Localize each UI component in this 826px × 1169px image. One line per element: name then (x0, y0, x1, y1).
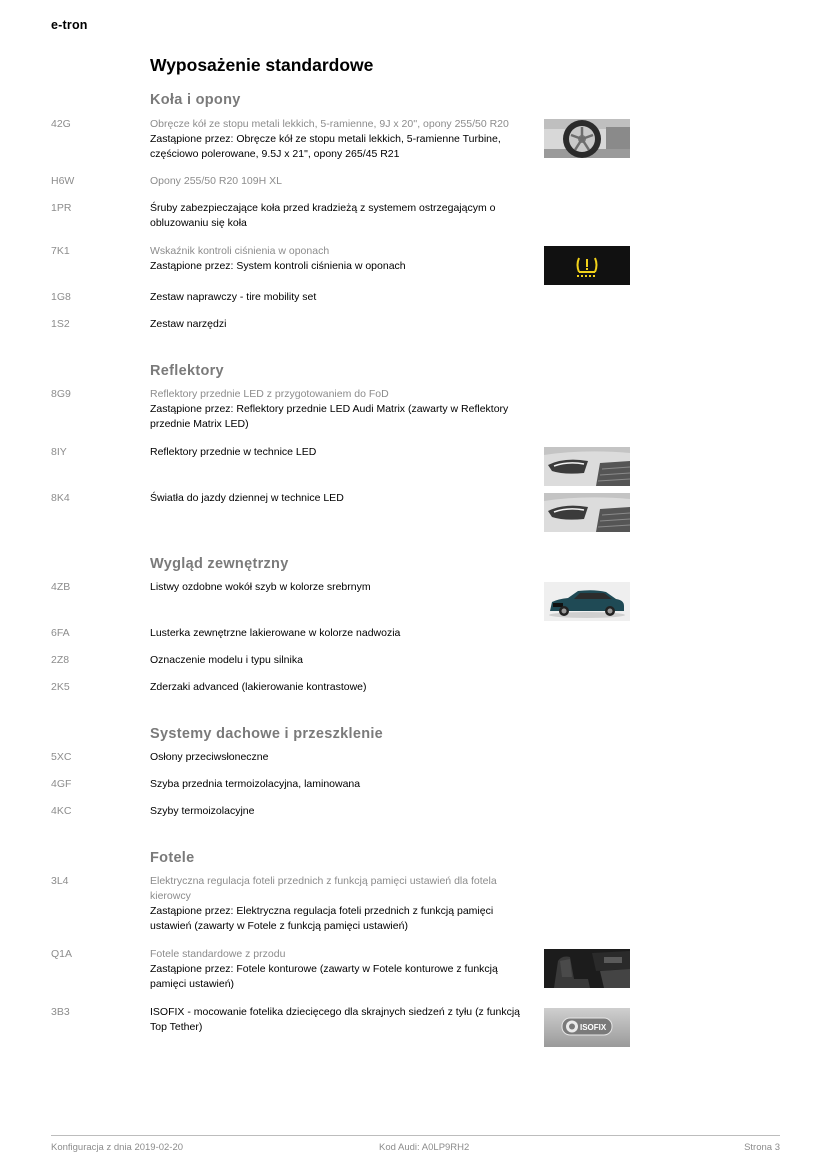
equipment-description (150, 317, 535, 332)
equipment-code: 4KC (51, 805, 72, 817)
equipment-description (150, 777, 535, 792)
equipment-code: 4ZB (51, 581, 71, 593)
isofix-image (544, 1008, 630, 1047)
equipment-code: 3L4 (51, 875, 69, 887)
equipment-description (150, 1005, 535, 1035)
equipment-description (150, 750, 535, 765)
equipment-name: Listwy ozdobne wokół szyb w kolorze srebrnym (150, 581, 371, 593)
equipment-description (150, 947, 535, 992)
footer-config-date: Konfiguracja z dnia 2019-02-20 (51, 1142, 184, 1153)
equipment-name: Zestaw narzędzi (150, 318, 227, 330)
equipment-name: Szyba przednia termoizolacyjna, laminowana (150, 778, 361, 790)
page-title: Wyposażenie standardowe (150, 55, 374, 75)
equipment-description (150, 174, 535, 189)
equipment-code: 5XC (51, 751, 72, 763)
equipment-name: Zestaw naprawczy - tire mobility set (150, 291, 317, 303)
original-option: Elektryczna regulacja foteli przednich z funkcją pamięci ustawień dla fotela kierowcy (150, 875, 497, 902)
equipment-description (150, 680, 535, 695)
section-title-wheels: Koła i opony (150, 92, 241, 108)
equipment-name: Reflektory przednie w technice LED (150, 446, 317, 458)
equipment-description (150, 290, 535, 305)
equipment-name: Światła do jazdy dziennej w technice LED (150, 492, 344, 504)
original-option: Wskaźnik kontroli ciśnienia w oponach (150, 245, 330, 257)
replacement-option: Zastąpione przez: Reflektory przednie LED Audi Matrix (zawarty w Reflektory przednie Matrix LED) (150, 403, 509, 430)
equipment-description (150, 387, 535, 432)
replacement-option: Zastąpione przez: Obręcze kół ze stopu metali lekkich, 5-ramienne Turbine, częściowo polerowane, 9.5J x 21", opony 265/45 R21 (150, 133, 501, 160)
wheel-image (544, 119, 630, 158)
headlight-image (544, 447, 630, 486)
equipment-code: 2Z8 (51, 654, 70, 666)
equipment-name: Śruby zabezpieczające koła przed kradzieżą z systemem ostrzegającym o obluzowaniu się koła (150, 202, 496, 229)
equipment-description (150, 445, 535, 460)
equipment-code: 8K4 (51, 492, 70, 504)
section-title-exterior: Wygląd zewnętrzny (150, 556, 289, 572)
equipment-description (150, 244, 535, 274)
equipment-code: 42G (51, 118, 71, 130)
equipment-description (150, 653, 535, 668)
equipment-code: 4GF (51, 778, 72, 790)
section-title-seats: Fotele (150, 850, 195, 866)
equipment-description (150, 117, 535, 162)
original-option: Reflektory przednie LED z przygotowaniem do FoD (150, 388, 389, 400)
equipment-code: 2K5 (51, 681, 70, 693)
section-title-headlights: Reflektory (150, 363, 224, 379)
footer-page-number: Strona 3 (744, 1142, 780, 1153)
replacement-option: Zastąpione przez: Fotele konturowe (zawarty w Fotele konturowe z funkcją pamięci ustawień) (150, 963, 498, 990)
replacement-option: Zastąpione przez: Elektryczna regulacja foteli przednich z funkcją pamięci ustawień (zawarty w Fotele z funkcją pamięci ustawień) (150, 905, 494, 932)
equipment-description (150, 804, 535, 819)
equipment-description (150, 626, 535, 641)
equipment-description (150, 201, 535, 231)
footer-divider (51, 1135, 780, 1136)
footer-audi-code: Kod Audi: A0LP9RH2 (379, 1142, 470, 1153)
equipment-name: Oznaczenie modelu i typu silnika (150, 654, 303, 666)
seat-image (544, 949, 630, 988)
tpms-warning-image (544, 246, 630, 285)
equipment-code: 1PR (51, 202, 72, 214)
equipment-code: H6W (51, 175, 75, 187)
section-title-roof-glazing: Systemy dachowe i przeszklenie (150, 726, 384, 742)
original-option: Fotele standardowe z przodu (150, 948, 286, 960)
headlight-image (544, 493, 630, 532)
equipment-code: 7K1 (51, 245, 70, 257)
original-option: Obręcze kół ze stopu metali lekkich, 5-ramienne, 9J x 20'', opony 255/50 R20 (150, 118, 509, 130)
car-image (544, 582, 630, 621)
equipment-name: Szyby termoizolacyjne (150, 805, 255, 817)
equipment-description (150, 580, 535, 595)
equipment-code: 1S2 (51, 318, 70, 330)
equipment-code: 3B3 (51, 1006, 70, 1018)
equipment-code: 8G9 (51, 388, 71, 400)
equipment-description (150, 491, 535, 506)
equipment-name: Zderzaki advanced (lakierowanie kontrastowe) (150, 681, 367, 693)
brand-logo-text: e-tron (51, 18, 88, 32)
replacement-option: Zastąpione przez: System kontroli ciśnienia w oponach (150, 260, 406, 272)
equipment-name: Lusterka zewnętrzne lakierowane w kolorze nadwozia (150, 627, 401, 639)
equipment-code: 1G8 (51, 291, 71, 303)
equipment-description (150, 874, 535, 934)
equipment-name: Osłony przeciwsłoneczne (150, 751, 269, 763)
equipment-name: ISOFIX - mocowanie fotelika dziecięcego dla skrajnych siedzeń z tyłu (z funkcją Top Tether) (150, 1006, 520, 1033)
equipment-code: Q1A (51, 948, 73, 960)
equipment-code: 6FA (51, 627, 70, 639)
original-option: Opony 255/50 R20 109H XL (150, 175, 282, 187)
equipment-code: 8IY (51, 446, 67, 458)
isofix-badge-label: ISOFIX (580, 1023, 607, 1032)
